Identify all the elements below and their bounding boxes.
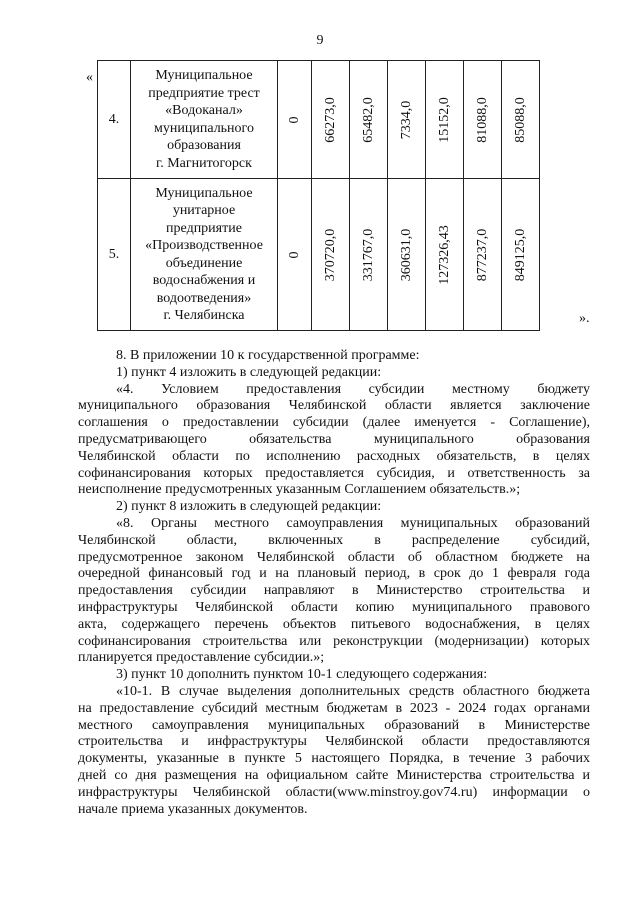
name-line: Муниципальное — [155, 68, 253, 83]
text-line: неисполнение предусмотренных указанным Соглашением обязательств.»; — [78, 482, 521, 498]
text-line: «8. Органы местного самоуправления муниципальных образований — [116, 515, 590, 531]
text-line: софинансирования которых предоставляется субсидия, и ответственность за — [78, 465, 590, 481]
page-number: 9 — [316, 33, 324, 48]
text-line: муниципального образования Челябинской области является заключение — [78, 398, 590, 414]
cell-value: 127326,43 — [436, 224, 452, 285]
value-cell — [426, 61, 464, 179]
document-body — [78, 348, 590, 818]
item8-subitem-1: 1) пункт 4 изложить в следующей редакции: — [116, 364, 382, 380]
text-line: Челябинской области по исполнению расходных обязательств, в целях — [78, 448, 590, 464]
text-line: инфраструктуры Челябинской области копию муниципального правового — [78, 599, 590, 615]
cell-value: 65482,0 — [360, 96, 376, 143]
paragraph-8 — [78, 516, 590, 667]
value-cell — [388, 61, 426, 179]
name-line: муниципального — [154, 120, 254, 136]
value-cell — [350, 179, 388, 331]
subsidy-table — [97, 60, 540, 331]
text-line: соглашения о предоставлении субсидии (далее именуется - Соглашение), — [78, 415, 590, 431]
text-line: предусматривающего обязательства муниципального образования — [78, 431, 590, 447]
value-cell — [312, 179, 350, 331]
cell-value: 877237,0 — [474, 228, 490, 281]
value-cell — [278, 61, 312, 179]
value-cell — [388, 179, 426, 331]
cell-value: 15152,0 — [436, 96, 452, 143]
value-cell — [502, 61, 540, 179]
text-line: очередной финансовый год и на плановый период, в срок до 1 февраля года — [78, 566, 590, 582]
closing-quote: ». — [579, 311, 590, 326]
enterprise-name — [131, 179, 278, 331]
row-number: 5. — [98, 179, 131, 331]
cell-value: 370720,0 — [322, 228, 338, 281]
value-cell — [464, 61, 502, 179]
value-cell — [426, 179, 464, 331]
value-cell — [278, 179, 312, 331]
text-line: дней со дня размещения на официальном сайте Министерства строительства и — [78, 767, 590, 783]
name-line: г. Магнитогорск — [156, 155, 252, 171]
text-line: инфраструктуры Челябинской области(www.minstroy.gov74.ru) информации о — [78, 784, 590, 800]
text-line: на предоставление субсидий местным бюджетам в 2023 - 2024 годах органами — [78, 700, 590, 716]
name-line: предприятие — [166, 220, 242, 236]
table-row — [98, 61, 540, 179]
item8-subitem-2: 2) пункт 8 изложить в следующей редакции: — [116, 499, 382, 515]
text-line: акта, содержащего перечень объектов питьевого водоснабжения, в целях — [78, 616, 590, 632]
item8-subitem-3: 3) пункт 10 дополнить пунктом 10-1 следующего содержания: — [116, 667, 488, 683]
cell-value: 360631,0 — [398, 228, 414, 281]
value-cell — [464, 179, 502, 331]
value-cell — [312, 61, 350, 179]
text-line: предоставления субсидии направляют в Министерство строительства и — [78, 583, 590, 599]
name-line: «Производственное — [145, 238, 263, 253]
name-line: водоотведения» — [156, 290, 252, 306]
value-cell — [350, 61, 388, 179]
text-line: предусмотренное законом Челябинской области об областном бюджете на — [78, 549, 590, 565]
row-number: 4. — [98, 61, 131, 179]
cell-value: 0 — [286, 116, 302, 123]
text-line: софинансирования строительства или реконструкции (модернизации) которых — [78, 633, 590, 649]
cell-value: 7334,0 — [398, 100, 414, 139]
enterprise-name — [131, 61, 278, 179]
text-line: местного самоуправления муниципальных образований в Министерстве — [78, 717, 590, 733]
name-line: Муниципальное — [155, 185, 253, 201]
text-line: строительства и инфраструктуры Челябинской области предоставляются — [78, 734, 590, 750]
name-line: образования — [167, 138, 241, 153]
cell-value: 81088,0 — [474, 96, 490, 143]
opening-quote: « — [86, 70, 93, 85]
cell-value: 0 — [286, 251, 302, 258]
name-line: предприятие трест — [148, 85, 260, 101]
text-line: «10-1. В случае выделения дополнительных средств областного бюджета — [116, 683, 590, 699]
text-line: планируется предоставление субсидии.»; — [78, 650, 325, 666]
text-line: начале приема указанных документов. — [78, 801, 308, 817]
item8-intro: 8. В приложении 10 к государственной программе: — [116, 348, 420, 363]
name-line: «Водоканал» — [165, 103, 243, 118]
cell-value: 66273,0 — [322, 96, 338, 143]
text-line: документы, указанные в пункте 5 настоящего Порядка, в течение 3 рабочих — [78, 751, 590, 767]
paragraph-10-1 — [78, 684, 590, 818]
cell-value: 85088,0 — [512, 96, 528, 143]
value-cell — [502, 179, 540, 331]
table-row — [98, 179, 540, 331]
name-line: г. Челябинска — [163, 308, 245, 323]
name-line: водоснабжения и — [152, 273, 256, 288]
name-line: унитарное — [172, 203, 236, 218]
name-line: объединение — [165, 255, 243, 271]
cell-value: 849125,0 — [512, 228, 528, 281]
paragraph-4 — [78, 382, 590, 500]
text-line: Челябинской области, включенных в распределение субсидий, — [78, 532, 590, 548]
cell-value: 331767,0 — [360, 228, 376, 281]
text-line: «4. Условием предоставления субсидии местному бюджету — [116, 381, 590, 397]
